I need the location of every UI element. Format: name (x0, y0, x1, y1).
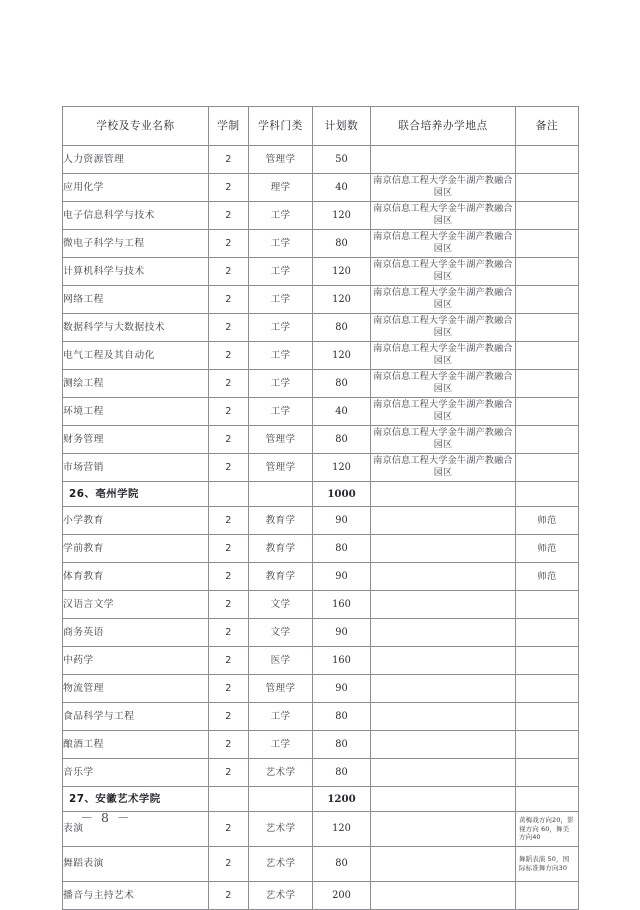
table-row (63, 703, 579, 731)
study-years: 2 (209, 426, 249, 454)
school-name: 26、亳州学院 (63, 482, 209, 507)
plan-quota: 90 (313, 675, 371, 703)
study-years: 2 (209, 174, 249, 202)
enrollment-plan-table (62, 106, 579, 910)
discipline-category: 管理学 (249, 675, 313, 703)
plan-quota: 120 (313, 258, 371, 286)
discipline-category: 教育学 (249, 563, 313, 591)
plan-quota: 160 (313, 647, 371, 675)
plan-quota: 200 (313, 882, 371, 910)
plan-quota: 120 (313, 202, 371, 230)
joint-training-site (371, 647, 516, 675)
joint-training-site: 南京信息工程大学金牛湖产教融合园区 (371, 174, 516, 202)
study-years: 2 (209, 759, 249, 787)
study-years: 2 (209, 286, 249, 314)
study-years: 2 (209, 507, 249, 535)
joint-training-site (371, 731, 516, 759)
table-row (63, 314, 579, 342)
study-years: 2 (209, 258, 249, 286)
joint-training-site: 南京信息工程大学金牛湖产教融合园区 (371, 454, 516, 482)
joint-training-site (371, 882, 516, 910)
joint-training-site (371, 759, 516, 787)
table-row (63, 258, 579, 286)
table-row (63, 230, 579, 258)
discipline-category: 工学 (249, 314, 313, 342)
remark (516, 426, 579, 454)
discipline-category: 工学 (249, 258, 313, 286)
major-name: 市场营销 (63, 454, 209, 482)
remark (516, 202, 579, 230)
discipline-category: 艺术学 (249, 882, 313, 910)
plan-quota: 90 (313, 507, 371, 535)
discipline-category: 工学 (249, 286, 313, 314)
joint-training-site (371, 563, 516, 591)
major-name: 网络工程 (63, 286, 209, 314)
remark (516, 787, 579, 812)
discipline-category: 艺术学 (249, 847, 313, 882)
major-name: 电气工程及其自动化 (63, 342, 209, 370)
discipline-category: 管理学 (249, 146, 313, 174)
study-years: 2 (209, 563, 249, 591)
discipline-category: 工学 (249, 703, 313, 731)
column-header-discipline: 学科门类 (249, 107, 313, 146)
study-years: 2 (209, 847, 249, 882)
major-name: 小学教育 (63, 507, 209, 535)
study-years: 2 (209, 230, 249, 258)
joint-training-site: 南京信息工程大学金牛湖产教融合园区 (371, 286, 516, 314)
study-years: 2 (209, 882, 249, 910)
plan-quota: 160 (313, 591, 371, 619)
joint-training-site: 南京信息工程大学金牛湖产教融合园区 (371, 398, 516, 426)
remark (516, 230, 579, 258)
table-row (63, 731, 579, 759)
joint-training-site (371, 812, 516, 847)
plan-quota: 80 (313, 703, 371, 731)
major-name: 商务英语 (63, 619, 209, 647)
study-years: 2 (209, 202, 249, 230)
table-row (63, 370, 579, 398)
table-row (63, 535, 579, 563)
plan-quota: 80 (313, 426, 371, 454)
discipline-category: 工学 (249, 731, 313, 759)
table-row (63, 507, 579, 535)
joint-training-site: 南京信息工程大学金牛湖产教融合园区 (371, 258, 516, 286)
remark (516, 258, 579, 286)
study-years: 2 (209, 675, 249, 703)
column-header-quota: 计划数 (313, 107, 371, 146)
study-years: 2 (209, 647, 249, 675)
discipline-category: 管理学 (249, 454, 313, 482)
remark: 师范 (516, 535, 579, 563)
table-row (63, 286, 579, 314)
study-years: 2 (209, 398, 249, 426)
discipline-category: 工学 (249, 398, 313, 426)
remark: 师范 (516, 563, 579, 591)
joint-training-site (371, 787, 516, 812)
table-body (63, 146, 579, 910)
joint-training-site: 南京信息工程大学金牛湖产教融合园区 (371, 426, 516, 454)
plan-quota: 40 (313, 174, 371, 202)
joint-training-site: 南京信息工程大学金牛湖产教融合园区 (371, 370, 516, 398)
discipline-category: 教育学 (249, 535, 313, 563)
study-years: 2 (209, 454, 249, 482)
table-row (63, 174, 579, 202)
major-name: 播音与主持艺术 (63, 882, 209, 910)
joint-training-site (371, 146, 516, 174)
discipline-category: 文学 (249, 619, 313, 647)
remark (516, 174, 579, 202)
remark (516, 342, 579, 370)
discipline-category (249, 482, 313, 507)
table-row (63, 619, 579, 647)
plan-quota: 80 (313, 847, 371, 882)
discipline-category: 工学 (249, 230, 313, 258)
study-years: 2 (209, 591, 249, 619)
plan-quota: 120 (313, 454, 371, 482)
remark (516, 619, 579, 647)
table-header (63, 107, 579, 146)
plan-quota: 90 (313, 563, 371, 591)
remark (516, 314, 579, 342)
study-years: 2 (209, 812, 249, 847)
major-name: 财务管理 (63, 426, 209, 454)
discipline-category: 管理学 (249, 426, 313, 454)
joint-training-site: 南京信息工程大学金牛湖产教融合园区 (371, 202, 516, 230)
plan-quota: 80 (313, 230, 371, 258)
joint-training-site: 南京信息工程大学金牛湖产教融合园区 (371, 314, 516, 342)
major-name: 表演 (63, 812, 209, 847)
discipline-category: 艺术学 (249, 759, 313, 787)
enrollment-plan-table-container (62, 106, 578, 910)
joint-training-site (371, 591, 516, 619)
study-years: 2 (209, 342, 249, 370)
table-header-row (63, 107, 579, 146)
major-name: 微电子科学与工程 (63, 230, 209, 258)
major-name: 人力资源管理 (63, 146, 209, 174)
major-name: 酿酒工程 (63, 731, 209, 759)
major-name: 应用化学 (63, 174, 209, 202)
major-name: 环境工程 (63, 398, 209, 426)
table-row (63, 675, 579, 703)
major-name: 电子信息科学与技术 (63, 202, 209, 230)
discipline-category: 工学 (249, 342, 313, 370)
discipline-category: 工学 (249, 370, 313, 398)
table-row (63, 398, 579, 426)
major-name: 学前教育 (63, 535, 209, 563)
column-header-years: 学制 (209, 107, 249, 146)
table-row (63, 882, 579, 910)
major-name: 测绘工程 (63, 370, 209, 398)
remark: 黄梅戏方向20，影视方向 60，舞美方向40 (516, 812, 579, 847)
study-years: 2 (209, 619, 249, 647)
plan-quota: 1000 (313, 482, 371, 507)
study-years: 2 (209, 314, 249, 342)
plan-quota: 80 (313, 731, 371, 759)
major-name: 音乐学 (63, 759, 209, 787)
remark (516, 703, 579, 731)
column-header-site: 联合培养办学地点 (371, 107, 516, 146)
joint-training-site (371, 535, 516, 563)
plan-quota: 80 (313, 535, 371, 563)
study-years: 2 (209, 370, 249, 398)
plan-quota: 80 (313, 759, 371, 787)
remark (516, 882, 579, 910)
table-row (63, 591, 579, 619)
table-row (63, 426, 579, 454)
plan-quota: 80 (313, 314, 371, 342)
major-name: 计算机科学与技术 (63, 258, 209, 286)
discipline-category: 医学 (249, 647, 313, 675)
remark (516, 647, 579, 675)
plan-quota: 40 (313, 398, 371, 426)
school-heading-row (63, 482, 579, 507)
table-row (63, 146, 579, 174)
table-row (63, 342, 579, 370)
plan-quota: 50 (313, 146, 371, 174)
joint-training-site: 南京信息工程大学金牛湖产教融合园区 (371, 342, 516, 370)
remark (516, 454, 579, 482)
column-header-name: 学校及专业名称 (63, 107, 209, 146)
major-name: 舞蹈表演 (63, 847, 209, 882)
remark (516, 146, 579, 174)
plan-quota: 120 (313, 286, 371, 314)
table-row (63, 454, 579, 482)
study-years: 2 (209, 703, 249, 731)
discipline-category: 艺术学 (249, 812, 313, 847)
remark (516, 482, 579, 507)
discipline-category (249, 787, 313, 812)
joint-training-site (371, 847, 516, 882)
remark (516, 591, 579, 619)
study-years: 2 (209, 535, 249, 563)
column-header-remark: 备注 (516, 107, 579, 146)
major-name: 食品科学与工程 (63, 703, 209, 731)
table-row (63, 202, 579, 230)
plan-quota: 120 (313, 812, 371, 847)
remark: 舞蹈表演 50，国际标准舞方向30 (516, 847, 579, 882)
plan-quota: 1200 (313, 787, 371, 812)
table-row (63, 647, 579, 675)
discipline-category: 理学 (249, 174, 313, 202)
discipline-category: 教育学 (249, 507, 313, 535)
remark (516, 370, 579, 398)
table-row (63, 759, 579, 787)
discipline-category: 工学 (249, 202, 313, 230)
plan-quota: 90 (313, 619, 371, 647)
joint-training-site: 南京信息工程大学金牛湖产教融合园区 (371, 230, 516, 258)
major-name: 数据科学与大数据技术 (63, 314, 209, 342)
joint-training-site (371, 619, 516, 647)
study-years (209, 482, 249, 507)
remark: 师范 (516, 507, 579, 535)
major-name: 体育教育 (63, 563, 209, 591)
major-name: 物流管理 (63, 675, 209, 703)
remark (516, 731, 579, 759)
study-years: 2 (209, 731, 249, 759)
discipline-category: 文学 (249, 591, 313, 619)
study-years: 2 (209, 146, 249, 174)
table-row (63, 847, 579, 882)
joint-training-site (371, 482, 516, 507)
remark (516, 398, 579, 426)
major-name: 汉语言文学 (63, 591, 209, 619)
remark (516, 286, 579, 314)
study-years (209, 787, 249, 812)
table-row (63, 563, 579, 591)
joint-training-site (371, 675, 516, 703)
plan-quota: 80 (313, 370, 371, 398)
school-name: 27、安徽艺术学院 (63, 787, 209, 812)
plan-quota: 120 (313, 342, 371, 370)
joint-training-site (371, 703, 516, 731)
remark (516, 675, 579, 703)
page-number: － 8 － (80, 810, 132, 825)
major-name: 中药学 (63, 647, 209, 675)
joint-training-site (371, 507, 516, 535)
remark (516, 759, 579, 787)
